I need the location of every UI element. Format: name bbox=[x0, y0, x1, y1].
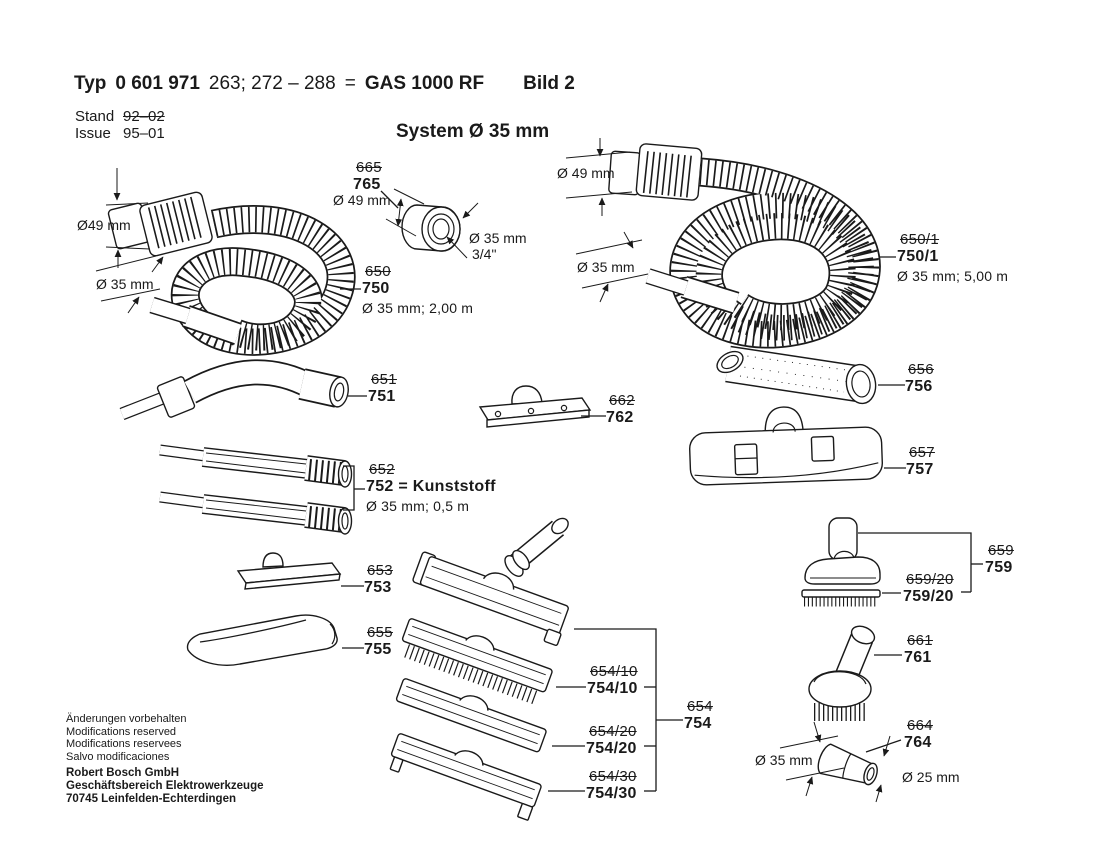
note-line: Modifications reservees bbox=[66, 738, 182, 750]
issue-value: 95–01 bbox=[123, 125, 165, 142]
hose-750-drawing bbox=[108, 191, 341, 341]
old-part-number: 659 bbox=[988, 542, 1014, 559]
part-label-754-30 bbox=[586, 769, 637, 802]
round-brush-761-drawing bbox=[809, 623, 877, 712]
part-label-751 bbox=[368, 372, 397, 405]
part-label-754-20 bbox=[586, 724, 637, 757]
old-part-number: 656 bbox=[908, 361, 934, 378]
new-part-number: 762 bbox=[606, 409, 634, 426]
brush-strip-759-20-drawing bbox=[802, 590, 880, 601]
floor-nozzle-757-drawing bbox=[688, 404, 883, 486]
crevice-nozzle-755-drawing bbox=[188, 615, 338, 665]
document-title bbox=[74, 73, 575, 95]
extension-tubes-752-drawing bbox=[160, 450, 352, 534]
part-label-759 bbox=[985, 543, 1014, 576]
new-part-number: 761 bbox=[904, 649, 932, 666]
typ-range: 263; 272 – 288 bbox=[208, 73, 336, 94]
dim-hose-750-small: Ø 35 mm bbox=[96, 276, 154, 292]
old-part-number: 651 bbox=[371, 371, 397, 388]
part-label-753 bbox=[364, 563, 393, 596]
material-note: = Kunststoff bbox=[398, 478, 496, 495]
old-part-number: 654 bbox=[687, 698, 713, 715]
issue-line bbox=[75, 125, 165, 142]
company-line: 70745 Leinfelden-Echterdingen bbox=[66, 793, 236, 805]
part-label-754 bbox=[684, 699, 713, 732]
part-label-756 bbox=[905, 362, 934, 395]
part-label-755 bbox=[364, 625, 393, 658]
system-title: System Ø 35 mm bbox=[396, 121, 550, 142]
part-label-750-1 bbox=[897, 232, 1008, 283]
new-part-number: 754 bbox=[684, 715, 712, 732]
part-spec: Ø 35 mm; 0,5 m bbox=[366, 498, 470, 514]
new-part-number: 764 bbox=[904, 734, 932, 751]
old-part-number: 661 bbox=[907, 632, 933, 649]
nozzle-753-drawing bbox=[238, 553, 340, 589]
dim-reducer-764-large: Ø 35 mm bbox=[755, 752, 813, 768]
new-part-number: 756 bbox=[905, 378, 933, 395]
suction-nozzle-762-drawing bbox=[480, 386, 590, 427]
adapter-765-drawing bbox=[402, 205, 460, 251]
equals-sign: = bbox=[344, 73, 356, 94]
part-spec: Ø 35 mm; 2,00 m bbox=[362, 300, 474, 316]
typ-number: 0 601 971 bbox=[115, 73, 200, 94]
part-spec: Ø 35 mm; 5,00 m bbox=[897, 268, 1009, 284]
old-part-number: 654/30 bbox=[589, 768, 637, 785]
dim-reducer-764-small: Ø 25 mm bbox=[902, 769, 960, 785]
dim-adapter-765-thread: 3/4" bbox=[472, 246, 497, 262]
manufacturer-address bbox=[66, 767, 264, 806]
part-label-750 bbox=[362, 264, 473, 315]
company-line: Geschäftsbereich Elektrowerkzeuge bbox=[66, 780, 264, 792]
old-part-number: 650/1 bbox=[900, 231, 940, 248]
issue-label: Issue bbox=[75, 125, 111, 142]
new-part-number: 765 bbox=[353, 176, 381, 193]
part-label-757 bbox=[906, 445, 935, 478]
new-part-number: 759/20 bbox=[903, 588, 954, 605]
part-label-759-20 bbox=[903, 572, 954, 605]
old-part-number: 652 bbox=[369, 461, 395, 478]
upholstery-nozzle-759-drawing bbox=[805, 518, 880, 584]
new-part-number: 755 bbox=[364, 641, 392, 658]
new-part-number: 759 bbox=[985, 559, 1013, 576]
new-part-number: 750/1 bbox=[897, 248, 939, 265]
old-part-number: 655 bbox=[367, 624, 393, 641]
part-label-752 bbox=[366, 462, 496, 513]
old-part-number: 657 bbox=[909, 444, 935, 461]
new-part-number: 754/20 bbox=[586, 740, 637, 757]
hose-750-1-drawing bbox=[609, 143, 867, 334]
new-part-number: 754/30 bbox=[586, 785, 637, 802]
legal-notes bbox=[66, 713, 186, 763]
old-part-number: 664 bbox=[907, 717, 933, 734]
figure-label: Bild 2 bbox=[523, 73, 575, 94]
old-part-number: 654/20 bbox=[589, 723, 637, 740]
new-part-number: 757 bbox=[906, 461, 934, 478]
part-label-761 bbox=[904, 633, 933, 666]
stand-label: Stand bbox=[75, 108, 115, 125]
dim-hose-750-large: Ø49 mm bbox=[77, 217, 131, 233]
dim-hose-750-1-large: Ø 49 mm bbox=[557, 165, 615, 181]
dim-adapter-765-large: Ø 49 mm bbox=[333, 192, 391, 208]
part-label-754-10 bbox=[587, 664, 638, 697]
model-name: GAS 1000 RF bbox=[364, 73, 485, 94]
old-part-number: 654/10 bbox=[590, 663, 638, 680]
note-line: Modifications reserved bbox=[66, 725, 177, 738]
stand-line bbox=[75, 108, 165, 125]
new-part-number: 752 = Kunststoff bbox=[366, 478, 496, 495]
new-part-number: 751 bbox=[368, 388, 396, 405]
new-part-number: 754/10 bbox=[587, 680, 638, 697]
old-part-number: 665 bbox=[356, 159, 382, 176]
part-label-764 bbox=[904, 718, 933, 751]
part-label-762 bbox=[606, 393, 635, 426]
note-line: Salvo modificaciones bbox=[66, 750, 170, 763]
elbow-751-drawing bbox=[122, 372, 350, 418]
typ-label: Typ bbox=[74, 73, 107, 94]
extension-tube-756-drawing bbox=[713, 347, 878, 405]
part-label-765 bbox=[353, 160, 382, 193]
dim-hose-750-1-small: Ø 35 mm bbox=[577, 259, 635, 275]
stand-value: 92–02 bbox=[123, 108, 165, 125]
dim-adapter-765-small: Ø 35 mm bbox=[469, 230, 527, 246]
revision-block bbox=[75, 108, 165, 142]
company-line: Robert Bosch GmbH bbox=[66, 767, 180, 779]
old-part-number: 653 bbox=[367, 562, 393, 579]
new-part-number: 750 bbox=[362, 280, 390, 297]
new-part-number: 753 bbox=[364, 579, 392, 596]
old-part-number: 659/20 bbox=[906, 571, 954, 588]
old-part-number: 662 bbox=[609, 392, 635, 409]
note-line: Änderungen vorbehalten bbox=[66, 713, 187, 725]
old-part-number: 650 bbox=[365, 263, 391, 280]
